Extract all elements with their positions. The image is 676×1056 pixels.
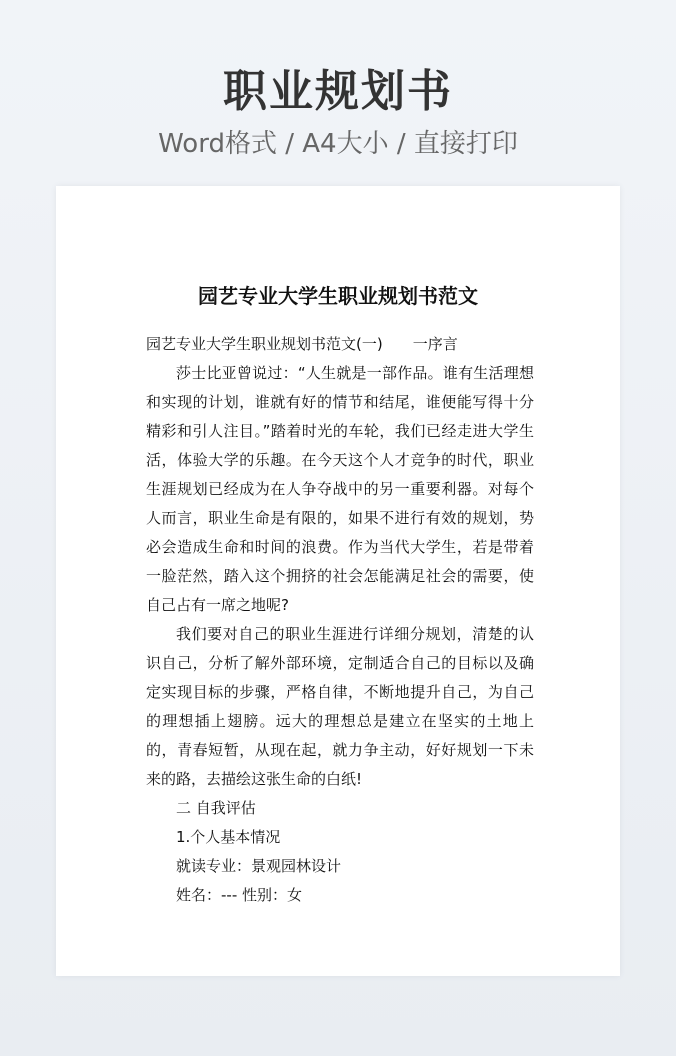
page-header <box>0 62 676 162</box>
document-heading-right: 一序言 <box>412 335 458 353</box>
section-self-assessment: 二 自我评估 <box>176 799 256 817</box>
document-heading-line <box>146 330 534 359</box>
name-gender-line: 姓名：--- 性别：女 <box>176 886 303 904</box>
subsection-basic-info: 1.个人基本情况 <box>176 828 281 846</box>
page-title: 职业规划书 <box>223 66 453 117</box>
page-subtitle: Word格式 / A4大小 / 直接打印 <box>158 129 518 159</box>
document-heading-left: 园艺专业大学生职业规划书范文(一) <box>146 335 383 353</box>
document-title: 园艺专业大学生职业规划书范文 <box>198 284 478 308</box>
paragraph-intro: 莎士比亚曾说过：“人生就是一部作品。谁有生活理想和实现的计划，谁就有好的情节和结尾，谁便能写得十分精彩和引人注目。”踏着时光的车轮，我们已经走进大学生活，体验大学的乐趣。在今天这个人才竞争的时代，职业生涯规划已经成为在人争夺战中的另一重要利器。对每个人而言，职业生命是有限的，如果不进行有效的规划，势必会造成生命和时间的浪费。作为当代大学生，若是带着一脸茫然，踏入这个拥挤的社会怎能满足社会的需要，使自己占有一席之地呢? <box>146 364 534 614</box>
document-body <box>146 330 534 910</box>
paragraph-planning: 我们要对自己的职业生涯进行详细分规划，清楚的认识自己，分析了解外部环境，定制适合自己的目标以及确定实现目标的步骤，严格自律，不断地提升自己，为自己的理想插上翅膀。远大的理想总是建立在坚实的土地上的，青春短暂，从现在起，就力争主动，好好规划一下未来的路，去描绘这张生命的白纸! <box>146 625 534 788</box>
major-line: 就读专业：景观园林设计 <box>176 857 342 875</box>
